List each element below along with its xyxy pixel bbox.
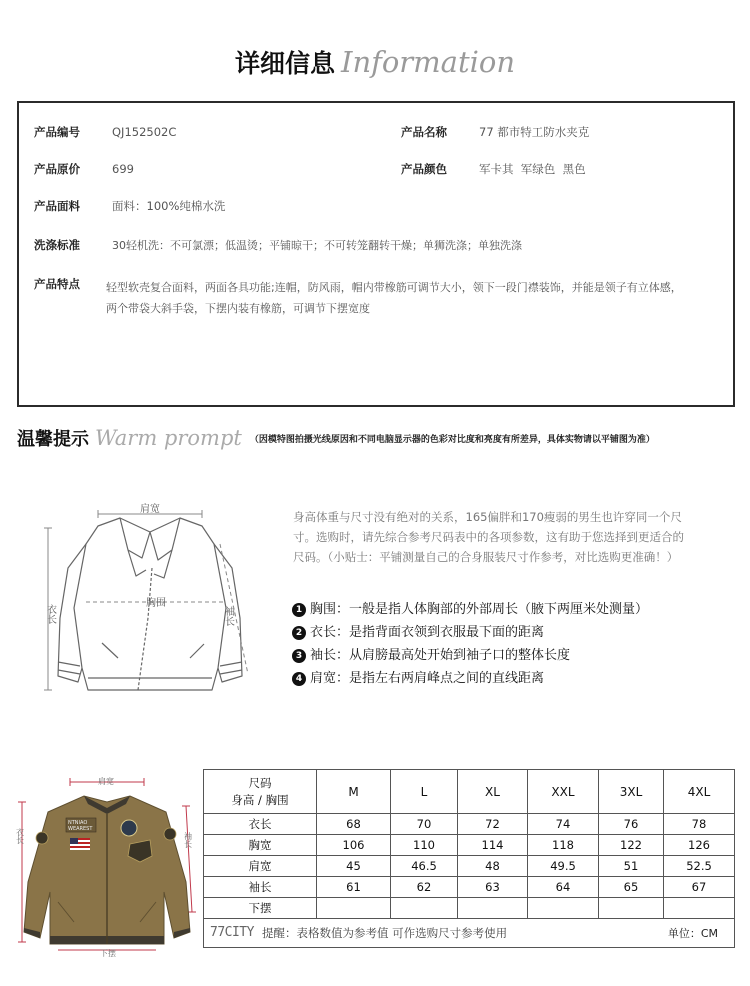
product-features-label-row: [34, 276, 112, 292]
size-header-row: [204, 770, 735, 814]
info-section-title: [0, 44, 750, 80]
info-title-cn: 详细信息: [234, 49, 335, 78]
size-col-header: M: [317, 770, 391, 814]
measurement-diagram: [40, 498, 260, 703]
guide-item-chest: [292, 598, 712, 621]
guide-list: [292, 598, 712, 690]
product-fabric-row: [34, 198, 225, 214]
size-header-line2: 身高 / 胸围: [231, 792, 289, 807]
guide-intro: 身高体重与尺寸没有绝对的关系，165偏胖和170瘦弱的男生也许穿同一个尺寸。选购时，请先综合参考尺码表中的各项参数，这有助于您选择到更适合的尺码。（小贴士：平铺测量自己的合身服装尺寸作参考，对比选购更准确！）: [293, 510, 684, 564]
size-col-header: 4XL: [664, 770, 735, 814]
size-col-header: XL: [458, 770, 528, 814]
photo-hem-label: 下摆: [100, 949, 116, 958]
jacket-product-photo: [14, 772, 200, 958]
guide-number-3: 3: [292, 649, 306, 663]
chest-patch: [66, 818, 96, 832]
table-cell: 114: [458, 835, 528, 856]
table-cell: 110: [391, 835, 458, 856]
size-header-line1: 尺码: [248, 775, 272, 790]
warm-note: （因模特图拍摄光线原因和不同电脑显示器的色彩对比度和亮度有所差异，具体实物请以平铺图为准）: [249, 434, 655, 445]
product-color-value: 军卡其 军绿色 黑色: [479, 162, 586, 176]
product-name-value: 77 都市特工防水夹克: [479, 125, 590, 139]
table-cell: 49.5: [528, 856, 599, 877]
size-unit: 单位：CM: [667, 927, 718, 940]
table-cell: 106: [317, 835, 391, 856]
product-features-label: 产品特点: [34, 277, 80, 291]
table-cell: 122: [599, 835, 664, 856]
warm-title-en: Warm prompt: [95, 426, 242, 450]
product-price-row: [34, 161, 134, 177]
product-fabric-value: 面料：100%纯棉水洗: [112, 199, 226, 213]
table-cell: 52.5: [664, 856, 735, 877]
guide-number-4: 4: [292, 672, 306, 686]
table-cell: 46.5: [391, 856, 458, 877]
guide-text-length: 衣长：是指背面衣领到衣服最下面的距离: [310, 625, 545, 640]
brand-logo: 77CITY: [210, 925, 254, 940]
size-table: [203, 769, 735, 948]
table-cell: [528, 898, 599, 919]
product-wash-value: 30轻机洗：不可氯漂；低温烫；平铺晾干；不可转笼翻转干燥；单狮洗涤；单独洗涤: [112, 239, 522, 252]
table-cell: 63: [458, 877, 528, 898]
row-label: 袖长: [204, 877, 317, 898]
table-row: [204, 856, 735, 877]
product-fabric-label: 产品面料: [34, 199, 80, 213]
table-cell: 126: [664, 835, 735, 856]
size-table-footer: [204, 919, 735, 948]
table-row: [204, 898, 735, 919]
guide-text-shoulder: 肩宽：是指左右两肩峰点之间的直线距离: [310, 671, 545, 686]
table-cell: [664, 898, 735, 919]
info-title-en: Information: [340, 45, 516, 79]
table-cell: 64: [528, 877, 599, 898]
sleeve-patch-right-icon: [164, 828, 176, 840]
table-row: [204, 814, 735, 835]
guide-number-1: 1: [292, 603, 306, 617]
product-code-row: [34, 124, 176, 140]
features-line-1: 轻型软壳复合面料，两面各具功能;连帽，防风雨，帽内带橡筋可调节大小，领下一段门襟装饰，并能是领子有立体感，: [106, 281, 682, 294]
svg-text:衣长: 衣长: [44, 604, 56, 624]
size-col-header: L: [391, 770, 458, 814]
row-label: 胸宽: [204, 835, 317, 856]
product-code-value: QJ152502C: [112, 125, 177, 139]
photo-sleeve-label: [184, 831, 193, 849]
row-label: 衣长: [204, 814, 317, 835]
size-col-header: 3XL: [599, 770, 664, 814]
guide-item-length: [292, 621, 712, 644]
row-label: 肩宽: [204, 856, 317, 877]
table-cell: 68: [317, 814, 391, 835]
product-color-row: [401, 161, 586, 177]
guide-number-2: 2: [292, 626, 306, 640]
table-cell: [317, 898, 391, 919]
product-wash-row: [34, 237, 522, 253]
product-code-label: 产品编号: [34, 125, 80, 139]
table-cell: [599, 898, 664, 919]
table-cell: 74: [528, 814, 599, 835]
product-color-label: 产品颜色: [401, 162, 447, 176]
table-cell: [458, 898, 528, 919]
size-reminder: 提醒：表格数值为参考值 可作选购尺寸参考使用: [261, 926, 508, 940]
svg-text:衣长: 衣长: [15, 828, 25, 844]
guide-text-sleeve: 袖长：从肩膀最高处开始到袖子口的整体长度: [310, 648, 571, 663]
product-name-row: [401, 124, 589, 140]
table-cell: 76: [599, 814, 664, 835]
table-cell: 65: [599, 877, 664, 898]
table-cell: 70: [391, 814, 458, 835]
table-row: [204, 835, 735, 856]
warm-title-cn: 温馨提示: [17, 429, 89, 450]
table-cell: [391, 898, 458, 919]
table-cell: 62: [391, 877, 458, 898]
product-features-value: [106, 277, 726, 319]
warm-prompt-header: [17, 425, 655, 451]
svg-text:袖长: 袖长: [222, 606, 234, 626]
svg-text:袖长: 袖长: [183, 832, 193, 848]
table-cell: 118: [528, 835, 599, 856]
table-cell: 67: [664, 877, 735, 898]
size-header-corner: [204, 770, 317, 814]
shoulder-label: 肩宽: [140, 504, 160, 515]
sleeve-label: [223, 605, 235, 627]
svg-text:WEAREST: WEAREST: [68, 826, 93, 832]
product-info-box: [17, 101, 735, 407]
table-cell: 51: [599, 856, 664, 877]
length-label: [45, 603, 57, 625]
guide-text-chest: 胸围：一般是指人体胸部的外部周长（腋下两厘米处测量）: [310, 602, 649, 617]
photo-shoulder-label: 肩宽: [98, 777, 114, 786]
table-cell: 61: [317, 877, 391, 898]
round-badge-icon: [121, 820, 137, 836]
product-name-label: 产品名称: [401, 125, 447, 139]
size-table-footer-cell: [204, 919, 735, 948]
table-cell: 72: [458, 814, 528, 835]
sleeve-patch-left-icon: [36, 832, 48, 844]
table-cell: 45: [317, 856, 391, 877]
product-wash-label: 洗涤标准: [34, 238, 80, 252]
size-col-header: XXL: [528, 770, 599, 814]
table-row: [204, 877, 735, 898]
product-price-value: 699: [112, 162, 134, 176]
row-label: 下摆: [204, 898, 317, 919]
guide-item-shoulder: [292, 667, 712, 690]
table-cell: 48: [458, 856, 528, 877]
features-line-2: 两个带袋大斜手袋，下摆内装有橡筋，可调节下摆宽度: [106, 302, 370, 315]
product-price-label: 产品原价: [34, 162, 80, 176]
table-cell: 78: [664, 814, 735, 835]
jacket-body: [24, 796, 190, 944]
guide-item-sleeve: [292, 644, 712, 667]
flag-patch-icon: [70, 838, 90, 850]
svg-text:NTNIAO: NTNIAO: [68, 820, 88, 826]
photo-length-label: [16, 827, 25, 845]
chest-label: 胸围: [146, 598, 166, 609]
